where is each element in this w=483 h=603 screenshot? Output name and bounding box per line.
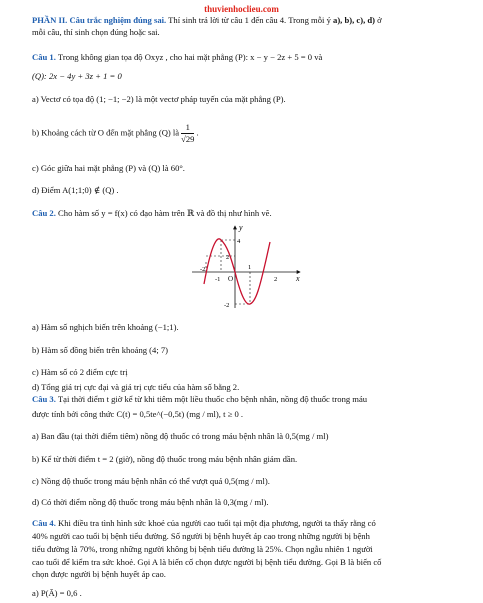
origin-label: O [228,275,234,283]
tick-label-y4: 4 [237,238,241,245]
q2-text: Cho hàm số y = f(x) có đạo hàm trên ℝ và đồ thị như hình vẽ. [55,208,272,218]
q3-option-a: a) Ban đầu (tại thời điểm tiêm) nồng độ thuốc có trong máu bệnh nhân là 0,5(mg / ml) [32,431,329,441]
q4-label: Câu 4. [32,518,56,528]
q4-stem-line2: 40% người cao tuổi bị bệnh tiểu đường. Số người bị bệnh huyết áp cao trong những người bị bệnh [32,531,370,541]
q4-text: Khi điều tra tình hình sức khoẻ của người cao tuổi tại một địa phương, người ta thấy rằng có [55,518,376,528]
part-title: PHẦN II. Câu trắc nghiệm đúng sai. [32,15,167,25]
tick-label-x2: 2 [274,276,278,283]
q1-option-b [32,122,199,145]
q1-text: Trong không gian tọa độ Oxyz , cho hai mặt phẳng (P): x − y − 2z + 5 = 0 và [55,52,323,62]
q2-label: Câu 2. [32,208,56,218]
site-watermark: thuvienhoclieu.com [204,4,279,14]
q3-stem [32,394,367,404]
q1-option-b-text: b) Khoảng cách từ O đến mặt phẳng (Q) là [32,127,180,138]
q2-option-d: d) Tổng giá trị cực đại và giá trị cực tiểu của hàm số bằng 2. [32,382,240,392]
q2-option-b: b) Hàm số đồng biến trên khoảng (4; 7) [32,345,169,355]
q1-option-b-end: . [196,127,199,138]
tick-label-x-minus1: -1 [215,276,221,283]
q4-option-a: a) P(Ā) = 0,6 . [32,588,82,598]
q3-text: Tại thời điểm t giờ kể từ khi tiêm một liều thuốc cho bệnh nhân, nồng độ thuốc trong máu [55,394,368,404]
q2-stem [32,208,272,219]
q1-stem-line2: (Q): 2x − 4y + 3z + 1 = 0 [32,71,122,81]
part-instructions-line2: mỗi câu, thí sinh chọn đúng hoặc sai. [32,27,160,37]
tick-label-y2: 2 [226,254,230,261]
fraction-numerator: 1 [181,122,194,134]
tick-label-x1: 1 [248,264,252,271]
q4-stem-line5: chọn được người bị bệnh huyết áp cao. [32,569,166,579]
tick-label-x-minus2: -2 [200,266,206,273]
q1-option-b-fraction [181,122,194,145]
q1-option-d: d) Điểm A(1;1;0) ∉ (Q) . [32,185,119,195]
x-axis-label: x [296,274,300,283]
q4-stem-line3: tiểu đường là 70%, trong những người không bị bệnh tiểu đường là 25%. Chọn ngẫu nhiên 1 người [32,544,373,554]
q1-label: Câu 1. [32,52,56,62]
tick-label-y-minus2: -2 [224,302,230,309]
part-instructions: Thí sinh trả lời từ câu 1 đến câu 4. Trong mỗi ý [166,15,334,25]
q1-stem [32,52,322,62]
q4-stem [32,518,376,528]
q4-stem-line4: cao tuổi để kiểm tra sức khoẻ. Gọi A là biến cố chọn được người bị bệnh tiểu đường. Gọi B là biến cố [32,557,382,567]
q3-option-d: d) Có thời điểm nồng độ thuốc trong máu bệnh nhân là 0,3(mg / ml). [32,497,269,507]
part-items: a), b), c), d) [333,15,376,25]
q2-option-c: c) Hàm số có 2 điểm cực trị [32,367,128,377]
q3-option-c: c) Nồng độ thuốc trong máu bệnh nhân có thể vượt quá 0,5(mg / ml). [32,476,270,486]
q3-option-b: b) Kể từ thời điểm t = 2 (giờ), nồng độ thuốc trong máu bệnh nhân giảm dần. [32,454,298,464]
part-instructions-tail: ở [375,15,382,25]
q3-label: Câu 3. [32,394,56,404]
y-axis-label: y [239,223,243,232]
part-heading [32,15,382,25]
fraction-denominator: √29 [181,134,195,144]
q2-option-a: a) Hàm số nghịch biến trên khoảng (−1;1). [32,322,179,332]
function-graph [190,222,305,310]
q1-option-a: a) Vectơ có tọa độ (1; −1; −2) là một vectơ pháp tuyến của mặt phẳng (P). [32,94,286,104]
q3-stem-line2: được tính bởi công thức C(t) = 0,5te^(−0,5t) (mg / ml), t ≥ 0 . [32,409,244,419]
q1-option-c: c) Góc giữa hai mặt phẳng (P) và (Q) là 60°. [32,163,185,173]
function-curve [204,239,270,304]
